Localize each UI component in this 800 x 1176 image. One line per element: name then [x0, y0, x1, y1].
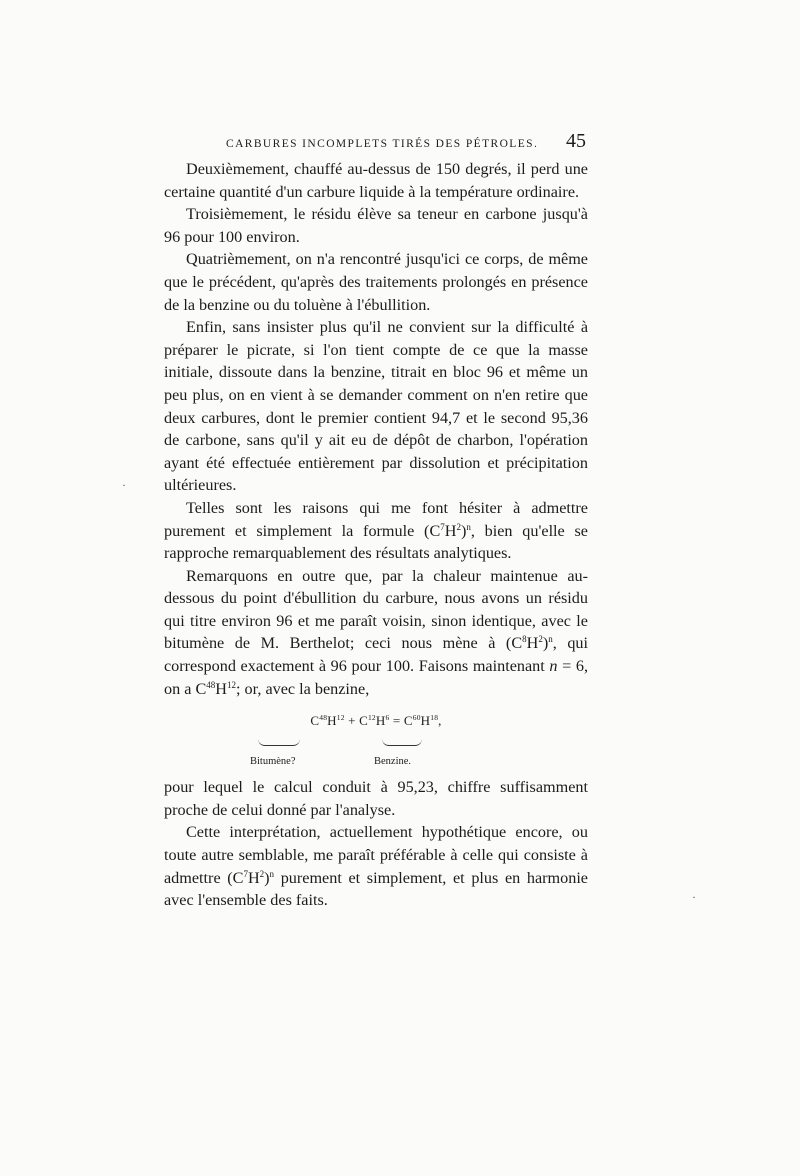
- superscript: n: [269, 868, 275, 879]
- superscript: 7: [243, 868, 248, 879]
- superscript: 8: [522, 634, 527, 645]
- formula-text: H: [420, 713, 431, 729]
- text-run: Remarquons en outre que, par la chaleur maintenue au-dessous du point d'ébullition du carbure, nous avons un résidu qui titre environ 96 et me paraît voisin, sinon identique, avec le bitumène de M. Berthelot; ceci nous mène à (C: [164, 566, 588, 653]
- formula-text: C: [310, 713, 320, 729]
- formula-text: ,: [438, 713, 442, 729]
- text-run: H: [215, 679, 227, 698]
- superscript: n: [466, 521, 471, 532]
- text-run: H: [526, 634, 539, 653]
- formula-text: H: [375, 713, 386, 729]
- superscript: 12: [226, 679, 236, 690]
- text-run: H: [444, 521, 457, 540]
- superscript: n: [548, 634, 553, 645]
- margin-speck: ·: [122, 478, 126, 492]
- paragraph: [164, 565, 588, 701]
- text-run: Telles sont les raisons qui me font hésiter à admettre purement et simplement la formule (C: [164, 498, 588, 540]
- formula-superscript: 12: [336, 713, 345, 723]
- margin-speck: ·: [692, 890, 696, 904]
- text-run: , bien qu'elle se rapproche remarquablement des résultats analytiques.: [164, 521, 588, 563]
- formula-text: = C: [389, 713, 413, 729]
- formula-text: + C: [344, 713, 368, 729]
- superscript: 7: [440, 521, 445, 532]
- paragraph: Enfin, sans insister plus qu'il ne convient sur la difficulté à préparer le picrate, si l'on tient compte de ce que la masse initiale, dissoute dans la benzine, titrait en bloc 96 et même un peu plus, on en vient à se demander comment on n'en retire que deux carbures, dont le premier contient 94,7 et le second 95,36 de carbone, sans qu'il y ait eu de dépôt de charbon, l'opération ayant été effectuée entièrement par dissolution et précipitation ultérieures.: [164, 318, 588, 495]
- formula-superscript: 48: [319, 713, 328, 723]
- text-run: ): [460, 521, 467, 540]
- chemical-equation: [164, 710, 588, 770]
- underbrace: [258, 739, 300, 746]
- paragraph: Quatrièmement, on n'a rencontré jusqu'ici ce corps, de même que le précédent, qu'après des traitements prolongés en présence de la benzine ou du toluène à l'ébullition.: [164, 250, 588, 314]
- paragraph: Deuxièmement, chauffé au-dessus de 150 degrés, il perd une certaine quantité d'un carbure liquide à la température ordinaire.: [164, 160, 588, 201]
- page-header: [164, 130, 590, 156]
- text-run: ): [542, 634, 549, 653]
- paragraph: [164, 497, 588, 565]
- text-run: H: [247, 868, 260, 887]
- equation-line: [164, 710, 588, 733]
- text-run: ; or, avec la benzine,: [235, 679, 370, 698]
- formula-superscript: 18: [430, 713, 439, 723]
- text-run: = 6, on a C: [164, 657, 588, 698]
- label-bitumene: Bitumène?: [250, 756, 296, 768]
- paragraph: pour lequel le calcul conduit à 95,23, chiffre suffisamment proche de celui donné par l'analyse.: [164, 778, 588, 819]
- superscript: 2: [538, 634, 543, 645]
- paragraph: Troisièmement, le résidu élève sa teneur en carbone jusqu'à 96 pour 100 environ.: [164, 205, 588, 246]
- text-run: purement et simplement, et plus en harmonie avec l'ensemble des faits.: [164, 868, 588, 910]
- text-run: Cette interprétation, actuellement hypothétique encore, ou toute autre semblable, me paraît préférable à celle qui consiste à admettre (C: [164, 823, 588, 887]
- superscript: 48: [206, 679, 216, 690]
- text-run: ): [264, 868, 270, 887]
- paragraph: [164, 821, 588, 911]
- body-text: [164, 158, 588, 912]
- formula-superscript: 12: [367, 713, 376, 723]
- text-run: , qui correspond exactement à 96 pour 100. Faisons maintenant: [164, 634, 588, 676]
- superscript: 2: [259, 868, 265, 879]
- formula-superscript: 6: [385, 713, 390, 723]
- page-number: 45: [566, 130, 586, 152]
- formula-labels: [250, 739, 500, 769]
- formula-superscript: 60: [412, 713, 421, 723]
- running-title: CARBURES INCOMPLETS TIRÉS DES PÉTROLES.: [226, 138, 539, 150]
- formula-text: H: [327, 713, 337, 729]
- italic-variable: n: [549, 657, 558, 676]
- label-benzine: Benzine.: [374, 756, 412, 768]
- superscript: 2: [456, 521, 461, 532]
- underbrace: [382, 739, 422, 746]
